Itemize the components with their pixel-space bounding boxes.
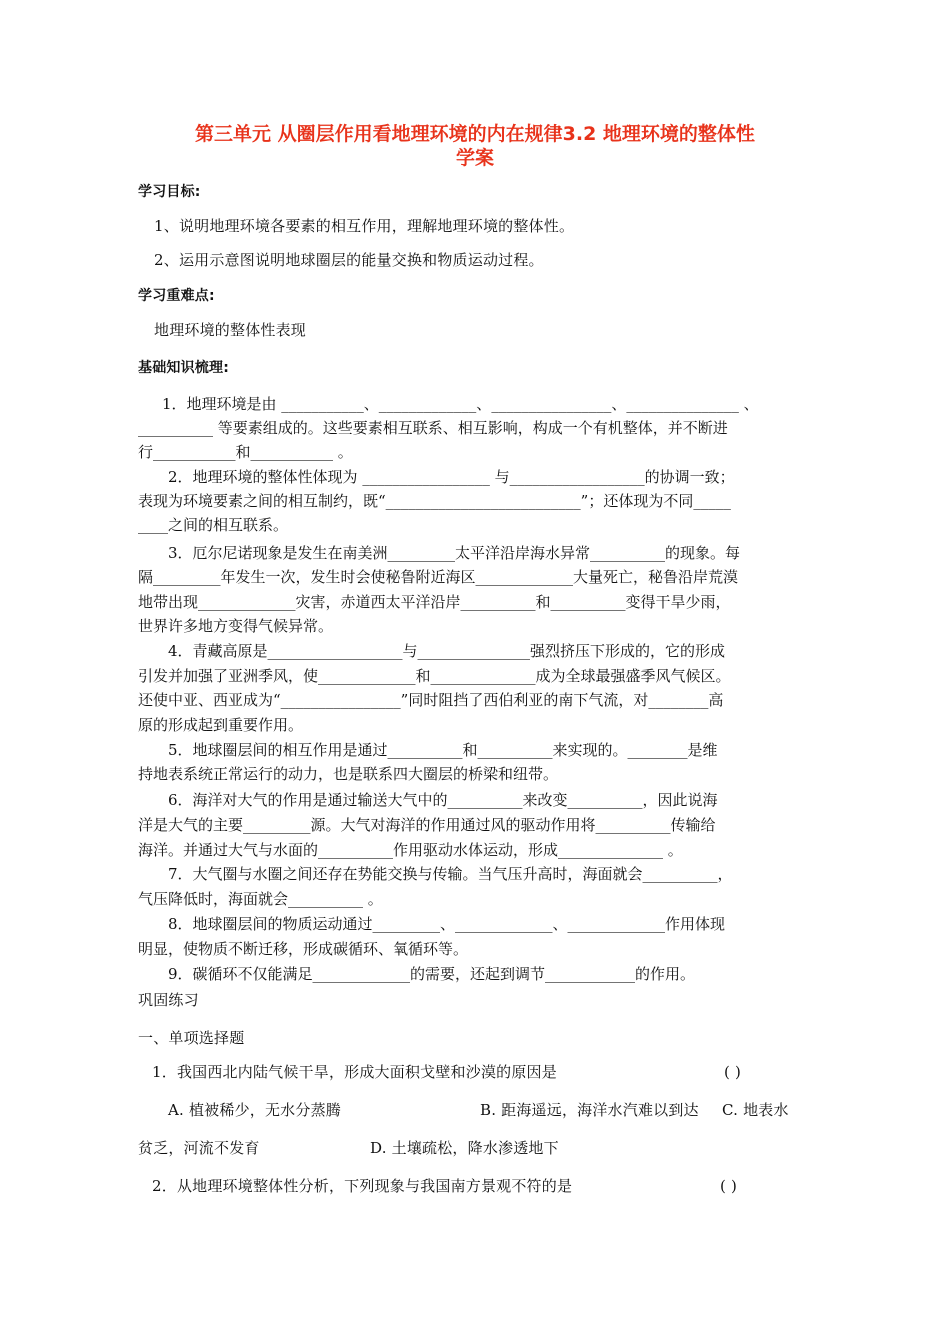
knowledge-line: 气压降低时，海面就会__________ 。 (138, 890, 383, 908)
question-1-option-d: D. 土壤疏松，降水渗透地下 (370, 1139, 559, 1157)
question-1-option-c: C. 地表水 (722, 1101, 789, 1119)
knowledge-line: 4．青藏高原是__________________与_______________强烈挤压下形成的，它的形成 (168, 642, 726, 660)
page-title-line2: 学案 (455, 147, 494, 169)
page-title-line1: 第三单元 从圈层作用看地理环境的内在规律3.2 地理环境的整体性 (195, 123, 755, 145)
knowledge-line: 7．大气圈与水圈之间还存在势能交换与传输。当气压升高时，海面就会__________， (168, 865, 733, 883)
question-1-option-a: A. 植被稀少，无水分蒸腾 (168, 1101, 341, 1119)
knowledge-line: 洋是大气的主要_________源。大气对海洋的作用通过风的驱动作用将__________传输给 (138, 816, 716, 834)
goals-heading: 学习目标: (138, 184, 201, 200)
knowledge-line: 地带出现_____________灾害，赤道西太平洋沿岸__________和__________变得干旱少雨， (138, 593, 731, 611)
question-1-answer-paren: ( ) (724, 1063, 742, 1081)
knowledge-line: __________ 等要素组成的。这些要素相互联系、相互影响，构成一个有机整体，并不断进 (138, 419, 728, 437)
practice-heading: 巩固练习 (138, 991, 199, 1009)
practice-subheading: 一、单项选择题 (138, 1029, 245, 1047)
key-points-heading: 学习重难点: (138, 288, 215, 304)
knowledge-line: 6．海洋对大气的作用是通过输送大气中的__________来改变__________，因此说海 (168, 791, 718, 809)
goal-item-1: 1、说明地理环境各要素的相互作用，理解地理环境的整体性。 (154, 217, 575, 235)
knowledge-line: 持地表系统正常运行的动力，也是联系四大圈层的桥梁和纽带。 (138, 765, 559, 783)
knowledge-line: 行___________和___________ 。 (138, 443, 353, 461)
knowledge-line: 世界许多地方变得气候异常。 (138, 617, 334, 635)
knowledge-line: 海洋。并通过大气与水面的__________作用驱动水体运动，形成______________ 。 (138, 841, 683, 859)
knowledge-line: 隔_________年发生一次，发生时会使秘鲁附近海区_____________大量死亡，秘鲁沿岸荒漠 (138, 568, 739, 586)
knowledge-line: ____之间的相互联系。 (138, 516, 289, 534)
question-1-option-b: B. 距海遥远，海洋水汽难以到达 (480, 1101, 699, 1119)
question-1-option-c-continued: 贫乏，河流不发育 (138, 1139, 260, 1157)
knowledge-heading: 基础知识梳理: (138, 360, 229, 376)
question-2-text: 2．从地理环境整体性分析，下列现象与我国南方景观不符的是 (152, 1177, 573, 1195)
knowledge-line: 明显，使物质不断迁移，形成碳循环、氧循环等。 (138, 940, 469, 958)
knowledge-line: 1．地理环境是由 ___________、_____________、________________、_______________ 、 (162, 395, 759, 413)
knowledge-line: 还使中亚、西亚成为“________________”同时阻挡了西伯利亚的南下气流，对________高 (138, 691, 724, 709)
key-points-text: 地理环境的整体性表现 (154, 321, 307, 339)
knowledge-line: 原的形成起到重要作用。 (138, 716, 304, 734)
knowledge-line: 表现为环境要素之间的相互制约，既“__________________________”；还体现为不同_____ (138, 492, 731, 510)
knowledge-line: 5．地球圈层间的相互作用是通过__________和__________来实现的。________是维 (168, 741, 718, 759)
knowledge-line: 8．地球圈层间的物质运动通过_________、_____________、_____________作用体现 (168, 915, 726, 933)
knowledge-line: 3．厄尔尼诺现象是发生在南美洲_________太平洋沿岸海水异常__________的现象。每 (168, 544, 741, 562)
question-1-text: 1．我国西北内陆气候干旱，形成大面积戈壁和沙漠的原因是 (152, 1063, 557, 1081)
question-2-answer-paren: ( ) (720, 1177, 738, 1195)
knowledge-line: 2．地理环境的整体性体现为 _________________ 与__________________的协调一致； (168, 468, 735, 486)
knowledge-line: 9．碳循环不仅能满足_____________的需要，还起到调节____________的作用。 (168, 965, 696, 983)
goal-item-2: 2、运用示意图说明地球圈层的能量交换和物质运动过程。 (154, 251, 544, 269)
knowledge-line: 引发并加强了亚洲季风，使_____________和______________成为全球最强盛季风气候区。 (138, 667, 731, 685)
